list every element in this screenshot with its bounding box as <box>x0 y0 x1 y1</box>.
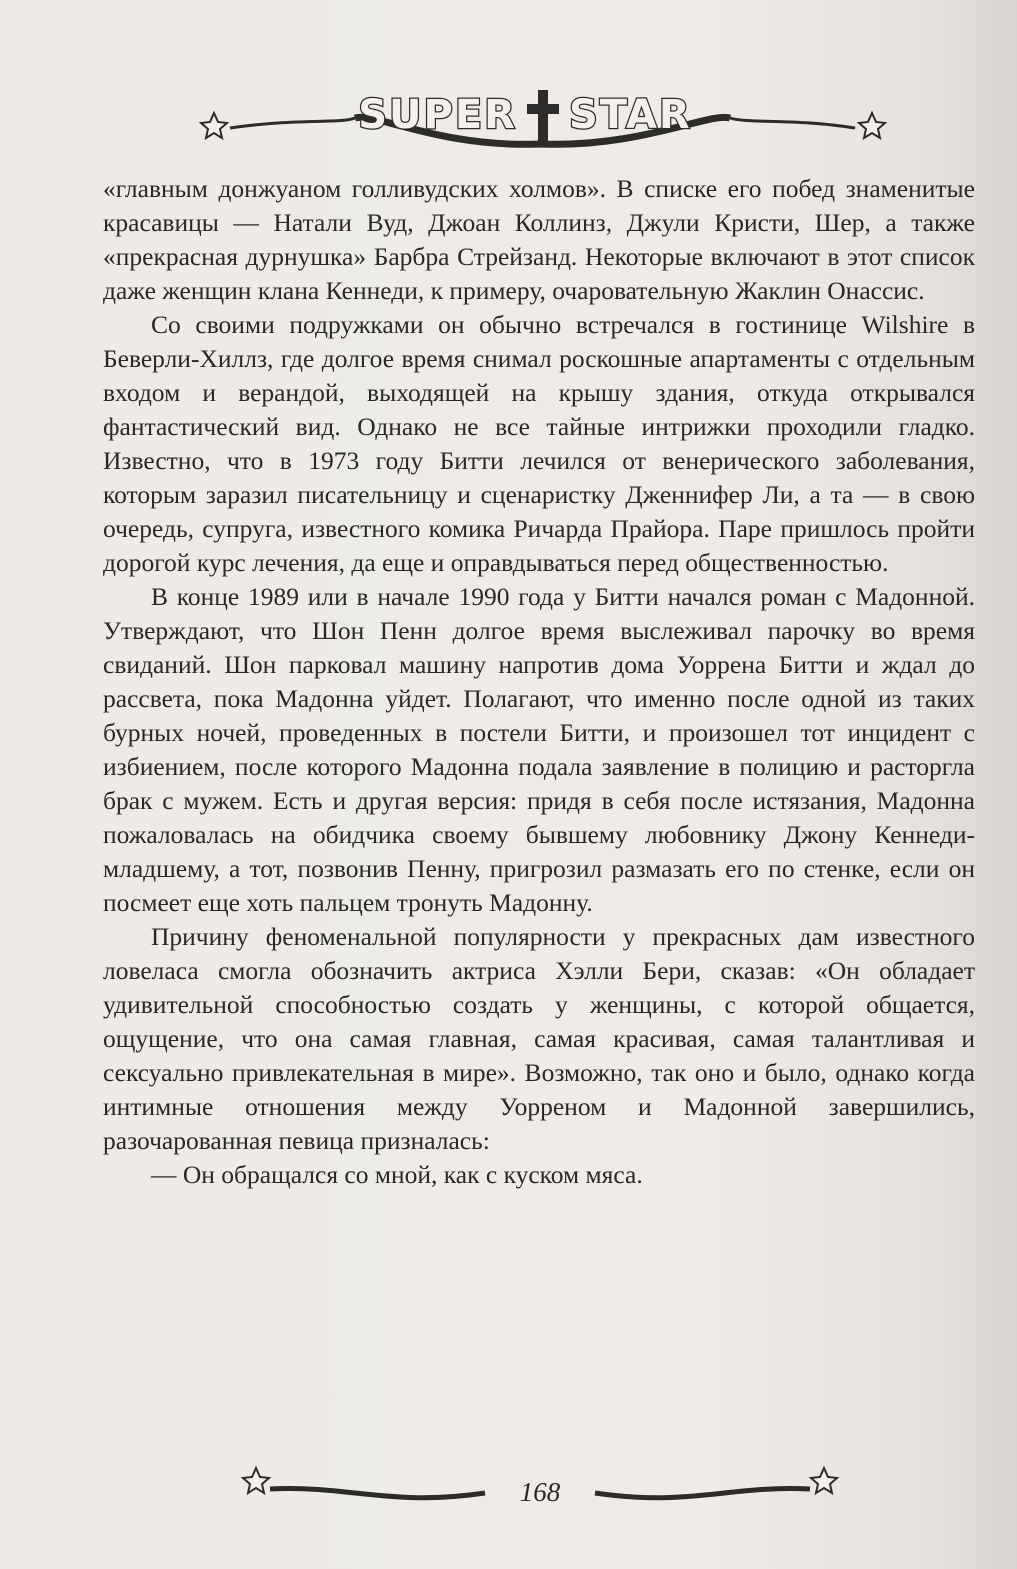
cross-icon <box>525 90 561 140</box>
paragraph: В конце 1989 или в начале 1990 года у Битти начался роман с Мадонной. Утверждают, что Шон Пенн долгое время выслеживал парочку во время свиданий. Шон парковал машину напротив дома Уоррена Битти и ждал до рассвета, пока Мадонна уйдет. Полагают, что именно после одной из таких бурных ночей, проведенных в постели Битти, и произошел тот инцидент с избиением, после которого Мадонна подала заявление в полицию и расторгла брак с мужем. Есть и другая версия: придя в себя после истязания, Мадонна пожаловалась на обидчика своему бывшему любовнику Джону Кеннеди-младшему, а тот, позвонив Пенну, пригрозил размазать его по стенке, если он посмеет еще хоть пальцем тронуть Мадонну. <box>103 582 975 917</box>
star-icon <box>811 1468 837 1493</box>
star-icon <box>201 113 227 138</box>
body-text <box>103 172 975 1192</box>
star-icon <box>243 1468 269 1493</box>
series-logo <box>345 90 705 140</box>
page-footer <box>230 1455 850 1525</box>
paragraph: Причину феноменальной популярности у прекрасных дам известного ловеласа смогла обозначить актриса Хэлли Бери, сказав: «Он обладает удивительной способностью создать у женщины, с которой общается, ощущение, что она самая главная, самая красивая, самая талантливая и сексуально привлекательная в мире». Возможно, так оно и было, однако когда интимные отношения между Уорреном и Мадонной завершились, разочарованная певица призналась: <box>103 922 975 1155</box>
running-header <box>190 78 890 168</box>
logo-word-star: STAR <box>568 92 692 138</box>
dialogue-line: — Он обращался со мной, как с куском мяса. <box>151 1160 643 1189</box>
page-number: 168 <box>519 1477 561 1507</box>
logo-word-super: SUPER <box>358 92 517 138</box>
star-icon <box>859 113 885 138</box>
paragraph: «главным донжуаном голливудских холмов». В списке его побед знаменитые красавицы — Натали Вуд, Джоан Коллинз, Джули Кристи, Шер, а также «прекрасная дурнушка» Барбра Стрейзанд. Некоторые включают в этот список даже женщин клана Кеннеди, к примеру, очаровательную Жаклин Онассис. <box>103 174 975 305</box>
paragraph: Со своими подружками он обычно встречался в гостинице Wilshire в Беверли-Хиллз, где долгое время снимал роскошные апартаменты с отдельным входом и верандой, выходящей на крышу здания, откуда открывался фантастический вид. Однако не все тайные интрижки проходили гладко. Известно, что в 1973 году Битти лечился от венерического заболевания, которым заразил писательницу и сценаристку Дженнифер Ли, а та — в свою очередь, супруга, известного комика Ричарда Прайора. Паре пришлось пройти дорогой курс лечения, да еще и оправдываться перед общественностью. <box>103 310 975 577</box>
